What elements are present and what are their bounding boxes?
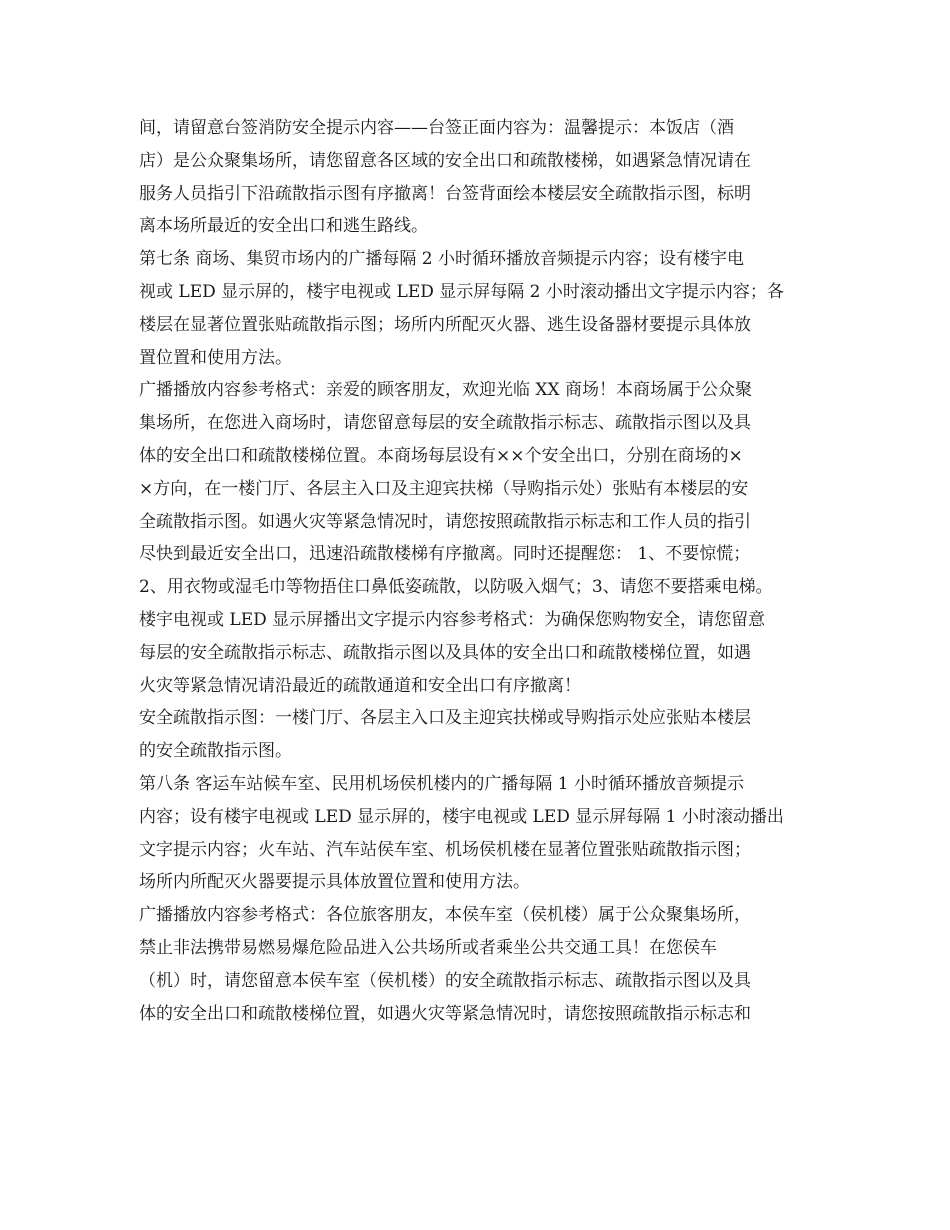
text-line: 店）是公众聚集场所，请您留意各区域的安全出口和疏散楼梯，如遇紧急情况请在	[139, 150, 751, 171]
text-line: 广播播放内容参考格式：各位旅客朋友，本侯车室（侯机楼）属于公众聚集场所，	[139, 905, 751, 926]
text-line: 的安全疏散指示图。	[139, 741, 292, 762]
article-8-line: 第八条 客运车站候车室、民用机场侯机楼内的广播每隔 1 小时循环播放音频提示	[139, 773, 745, 794]
text-line: 2、用衣物或湿毛巾等物捂住口鼻低姿疏散，以防吸入烟气；3、请您不要搭乘电梯。	[139, 577, 773, 598]
text-line: 间，请留意台签消防安全提示内容——台签正面内容为：温馨提示：本饭店（酒	[139, 118, 734, 138]
text-line: 楼层在显著位置张贴疏散指示图；场所内所配灭火器、逃生设备器材要提示具体放	[139, 314, 751, 335]
text-line: 服务人员指引下沿疏散指示图有序撤离！台签背面绘本楼层安全疏散指示图，标明	[139, 183, 751, 204]
text-line: 每层的安全疏散指示标志、疏散指示图以及具体的安全出口和疏散楼梯位置，如遇	[139, 642, 751, 663]
text-line: 内容；设有楼宇电视或 LED 显示屏的，楼宇电视或 LED 显示屏每隔 1 小时滚动播出	[139, 806, 784, 827]
text-line: 视或 LED 显示屏的，楼宇电视或 LED 显示屏每隔 2 小时滚动播出文字提示内容；各	[139, 281, 784, 302]
text-line: ×方向，在一楼门厅、各层主入口及主迎宾扶梯（导购指示处）张贴有本楼层的安	[139, 478, 749, 499]
text-line: 全疏散指示图。如遇火灾等紧急情况时，请您按照疏散指示标志和工作人员的指引	[139, 511, 751, 532]
text-line: 离本场所最近的安全出口和逃生路线。	[139, 216, 428, 237]
text-line: 尽快到最近安全出口，迅速沿疏散楼梯有序撤离。同时还提醒您： 1、不要惊慌；	[139, 544, 751, 565]
body-text	[139, 112, 819, 1030]
text-line: 集场所，在您进入商场时，请您留意每层的安全疏散指示标志、疏散指示图以及具	[139, 413, 751, 434]
text-line: （机）时，请您留意本侯车室（侯机楼）的安全疏散指示标志、疏散指示图以及具	[139, 970, 751, 991]
text-line: 禁止非法携带易燃易爆危险品进入公共场所或者乘坐公共交通工具！在您侯车	[139, 937, 717, 958]
text-line: 楼宇电视或 LED 显示屏播出文字提示内容参考格式：为确保您购物安全，请您留意	[139, 609, 766, 630]
text-line: 场所内所配灭火器要提示具体放置位置和使用方法。	[139, 872, 530, 893]
article-7-line: 第七条 商场、集贸市场内的广播每隔 2 小时循环播放音频提示内容；设有楼宇电	[139, 249, 745, 270]
text-line: 体的安全出口和疏散楼梯位置。本商场每层设有××个安全出口，分别在商场的×	[139, 445, 743, 466]
text-line: 文字提示内容；火车站、汽车站侯车室、机场侯机楼在显著位置张贴疏散指示图；	[139, 839, 751, 860]
text-line: 安全疏散指示图：一楼门厅、各层主入口及主迎宾扶梯或导购指示处应张贴本楼层	[139, 708, 751, 729]
text-line: 体的安全出口和疏散楼梯位置，如遇火灾等紧急情况时，请您按照疏散指示标志和	[139, 1003, 751, 1024]
text-line: 广播播放内容参考格式：亲爱的顾客朋友，欢迎光临 XX 商场！本商场属于公众聚	[139, 380, 753, 401]
text-line: 火灾等紧急情况请沿最近的疏散通道和安全出口有序撤离！	[139, 675, 581, 696]
text-line: 置位置和使用方法。	[139, 347, 292, 368]
